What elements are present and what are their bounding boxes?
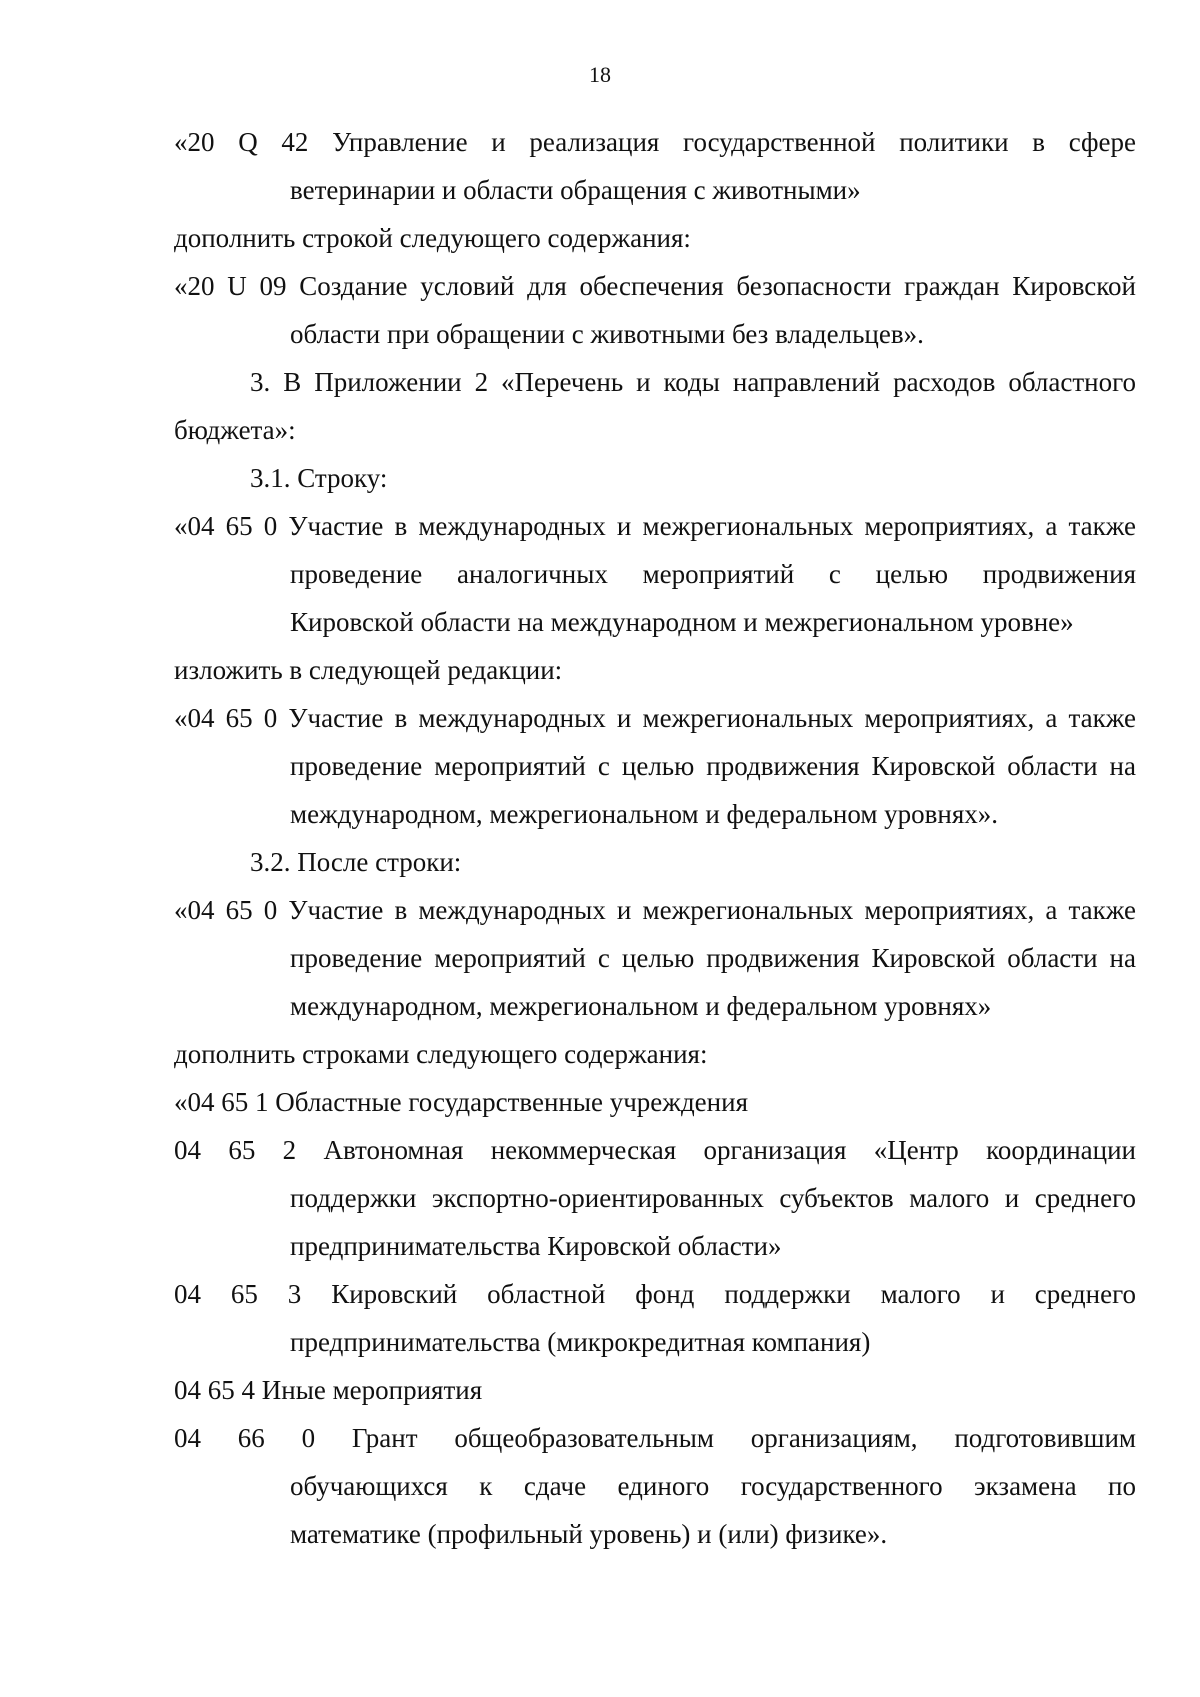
code-line: 04 65 2 Автономная некоммерческая организация «Центр координации <box>174 1135 1136 1165</box>
code-line: «04 65 0 Участие в международных и межрегиональных мероприятиях, а также <box>174 511 1136 541</box>
instruction-line: изложить в следующей редакции: <box>174 655 563 685</box>
instruction-line: дополнить строкой следующего содержания: <box>174 223 691 253</box>
code-line-continuation: предпринимательства (микрокредитная компания) <box>290 1327 871 1357</box>
code-line: 04 65 3 Кировский областной фонд поддержки малого и среднего <box>174 1279 1136 1309</box>
code-line-continuation: обучающихся к сдаче единого государственного экзамена по <box>290 1471 1136 1501</box>
code-line-continuation: проведение мероприятий с целью продвижения Кировской области на <box>290 751 1136 781</box>
code-line-continuation: поддержки экспортно-ориентированных субъектов малого и среднего <box>290 1183 1136 1213</box>
code-line: «04 65 1 Областные государственные учреждения <box>174 1087 748 1117</box>
instruction-line: дополнить строками следующего содержания: <box>174 1039 708 1069</box>
code-line-continuation: предпринимательства Кировской области» <box>290 1231 782 1261</box>
code-line-continuation: ветеринарии и области обращения с животными» <box>290 175 861 205</box>
section-heading-continuation: бюджета»: <box>174 415 296 445</box>
subsection-heading: 3.1. Строку: <box>250 463 388 493</box>
subsection-heading: 3.2. После строки: <box>250 847 462 877</box>
code-line: «04 65 0 Участие в международных и межрегиональных мероприятиях, а также <box>174 703 1136 733</box>
code-line: 04 66 0 Грант общеобразовательным организациям, подготовившим <box>174 1423 1136 1453</box>
code-line: «20 U 09 Создание условий для обеспечения безопасности граждан Кировской <box>174 271 1136 301</box>
section-heading: 3. В Приложении 2 «Перечень и коды направлений расходов областного <box>250 367 1136 397</box>
code-line: 04 65 4 Иные мероприятия <box>174 1375 483 1405</box>
document-body <box>174 118 1136 1558</box>
page-number: 18 <box>589 62 611 87</box>
code-line-continuation: Кировской области на международном и межрегиональном уровне» <box>290 607 1074 637</box>
code-line: «04 65 0 Участие в международных и межрегиональных мероприятиях, а также <box>174 895 1136 925</box>
code-line-continuation: проведение аналогичных мероприятий с целью продвижения <box>290 559 1136 589</box>
code-line-continuation: проведение мероприятий с целью продвижения Кировской области на <box>290 943 1136 973</box>
code-line-continuation: международном, межрегиональном и федеральном уровнях». <box>290 799 999 829</box>
code-line-continuation: математике (профильный уровень) и (или) физике». <box>290 1519 888 1549</box>
code-line-continuation: международном, межрегиональном и федеральном уровнях» <box>290 991 992 1021</box>
code-line-continuation: области при обращении с животными без владельцев». <box>290 319 924 349</box>
code-line: «20 Q 42 Управление и реализация государственной политики в сфере <box>174 127 1136 157</box>
